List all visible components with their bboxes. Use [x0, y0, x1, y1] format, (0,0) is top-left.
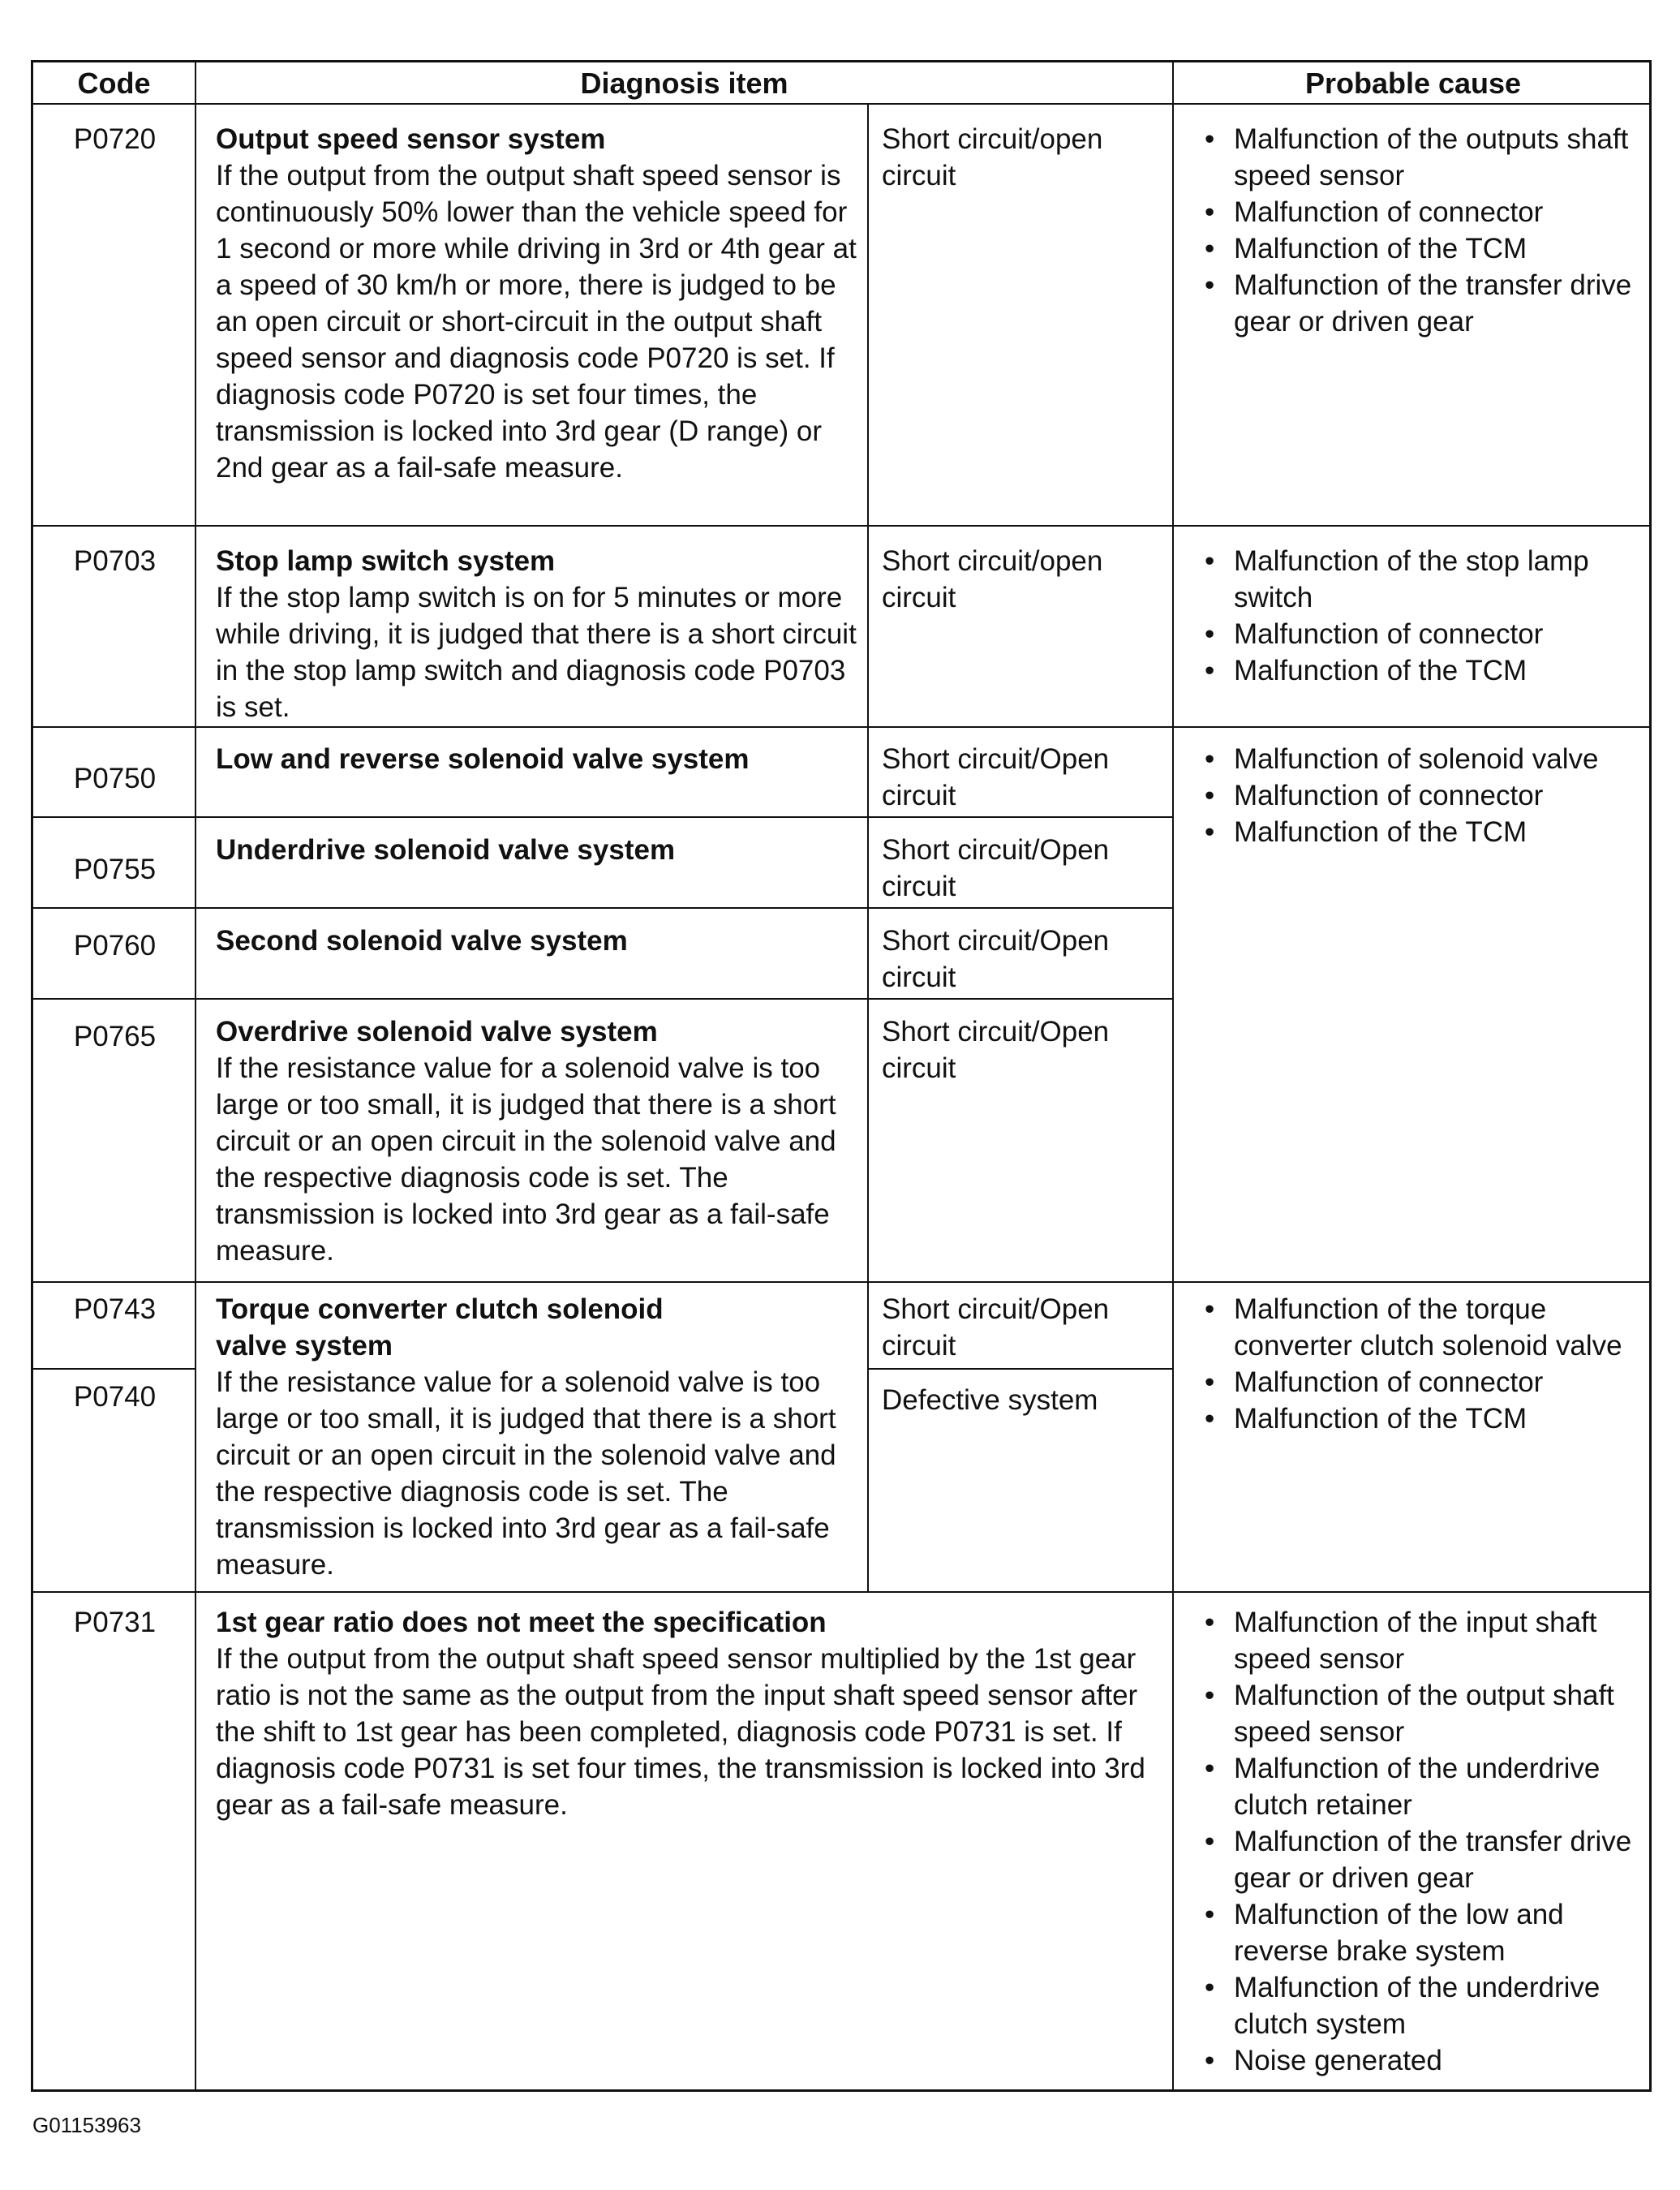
cause-item: • Malfunction of the TCM [1200, 1400, 1636, 1437]
figure-id: G01153963 [32, 2113, 141, 2137]
row-description: If the stop lamp switch is on for 5 minutes or more while driving, it is judged that there is a short circuit in the stop lamp switch and diagnosis code P0703 is set. [216, 582, 857, 723]
row-divider [33, 1281, 1649, 1283]
row-title: 1st gear ratio does not meet the specification [216, 1607, 827, 1638]
cause-item: • Noise generated [1200, 2042, 1636, 2079]
row-code: P0703 [73, 545, 157, 577]
cause-item: • Malfunction of the output shaft speed sensor [1200, 1677, 1636, 1750]
row-title: Output speed sensor system [216, 123, 606, 155]
row-diagnosis-item [196, 538, 869, 725]
cause-item: • Malfunction of connector [1200, 1364, 1636, 1400]
row-title: Stop lamp switch system [216, 545, 556, 577]
row-condition: Defective system [882, 1384, 1098, 1416]
row-divider [33, 726, 1649, 728]
row-condition: Short circuit/open circuit [882, 545, 1103, 613]
row-condition: Short circuit/Open circuit [882, 834, 1110, 902]
row-title: Torque converter clutch solenoid valve system [216, 1293, 664, 1362]
header-divider [33, 103, 1649, 105]
row-title: Low and reverse solenoid valve system [216, 743, 750, 775]
row-description: If the resistance value for a solenoid valve is too large or too small, it is judged that there is a short circuit or an open circuit in the solenoid valve and the respective diagnosis code is set. The transmission is locked into 3rd gear as a fail-safe measure. [216, 1052, 836, 1267]
cell-divider [867, 105, 869, 525]
row-condition: Short circuit/Open circuit [882, 925, 1110, 993]
row-condition: Short circuit/Open circuit [882, 1016, 1110, 1084]
cause-item: • Malfunction of connector [1200, 194, 1636, 230]
row-condition: Short circuit/Open circuit [882, 1293, 1110, 1362]
row-title: Underdrive solenoid valve system [216, 834, 676, 866]
row-code: P0740 [73, 1381, 157, 1413]
header-code: Code [77, 67, 151, 100]
sub-row-divider [867, 1368, 1174, 1370]
cause-item: • Malfunction of the TCM [1200, 230, 1636, 267]
row-causes [1174, 116, 1652, 340]
row-causes [1174, 736, 1652, 850]
cause-item: • Malfunction of the transfer drive gear or driven gear [1200, 267, 1636, 340]
cause-item: • Malfunction of the underdrive clutch system [1200, 1969, 1636, 2042]
cause-item: • Malfunction of the low and reverse brake system [1200, 1896, 1636, 1969]
row-diagnosis-item [196, 1286, 869, 1583]
row-divider [33, 525, 1649, 527]
row-description: If the resistance value for a solenoid valve is too large or too small, it is judged that there is a short circuit or an open circuit in the solenoid valve and the respective diagnosis code is set. The transmission is locked into 3rd gear as a fail-safe measure. [216, 1366, 836, 1581]
row-causes [1174, 538, 1652, 689]
row-code: P0765 [73, 1021, 157, 1052]
cause-item: • Malfunction of the TCM [1200, 814, 1636, 850]
row-divider [33, 1591, 1649, 1593]
row-code: P0743 [73, 1293, 157, 1325]
cause-item: • Malfunction of solenoid valve [1200, 741, 1636, 777]
diagnosis-code-table [31, 60, 1652, 2092]
row-title: Overdrive solenoid valve system [216, 1016, 658, 1048]
cell-divider [867, 728, 869, 1281]
row-causes [1174, 1599, 1652, 2079]
cause-item: • Malfunction of the TCM [1200, 652, 1636, 689]
row-diagnosis-item [196, 1599, 1172, 1823]
row-description: If the output from the output shaft speed sensor is continuously 50% lower than the vehicle speed for 1 second or more while driving in 3rd or 4th gear at a speed of 30 km/h or more, there is judged to be an open circuit or short-circuit in the output shaft speed sensor and diagnosis code P0720 is set. If diagnosis code P0720 is set four times, the transmission is locked into 3rd gear (D range) or 2nd gear as a fail-safe measure. [216, 160, 857, 484]
cell-divider [867, 1283, 869, 1591]
cause-item: • Malfunction of connector [1200, 777, 1636, 814]
cause-item: • Malfunction of the underdrive clutch retainer [1200, 1750, 1636, 1823]
row-description: If the output from the output shaft speed sensor multiplied by the 1st gear ratio is not the same as the output from the input shaft speed sensor after the shift to 1st gear has been completed, diagnosis code P0731 is set. If diagnosis code P0731 is set four times, the transmission is locked into 3rd gear as a fail-safe measure. [216, 1643, 1145, 1821]
row-title: Second solenoid valve system [216, 925, 628, 957]
row-condition: Short circuit/Open circuit [882, 743, 1110, 811]
cause-item: • Malfunction of the stop lamp switch [1200, 543, 1636, 616]
sub-row-divider [33, 816, 1174, 818]
sub-row-divider [33, 1368, 196, 1370]
cause-item: • Malfunction of connector [1200, 616, 1636, 652]
header-probable-cause: Probable cause [1304, 67, 1522, 100]
sub-row-divider [33, 907, 1174, 909]
row-code: P0731 [73, 1607, 157, 1638]
cause-item: • Malfunction of the torque converter clutch solenoid valve [1200, 1291, 1636, 1364]
row-causes [1174, 1286, 1652, 1437]
cell-divider [867, 527, 869, 726]
row-condition: Short circuit/open circuit [882, 123, 1103, 191]
cause-item: • Malfunction of the outputs shaft speed sensor [1200, 121, 1636, 194]
sub-row-divider [33, 998, 1174, 1000]
row-diagnosis-item [196, 116, 869, 486]
row-code: P0750 [73, 763, 157, 794]
row-code: P0760 [73, 930, 157, 962]
cause-item: • Malfunction of the transfer drive gear or driven gear [1200, 1823, 1636, 1896]
row-code: P0720 [73, 123, 157, 155]
header-diagnosis-item: Diagnosis item [580, 67, 788, 100]
row-diagnosis-item [196, 1009, 869, 1269]
row-code: P0755 [73, 854, 157, 885]
cause-item: • Malfunction of the input shaft speed sensor [1200, 1604, 1636, 1677]
